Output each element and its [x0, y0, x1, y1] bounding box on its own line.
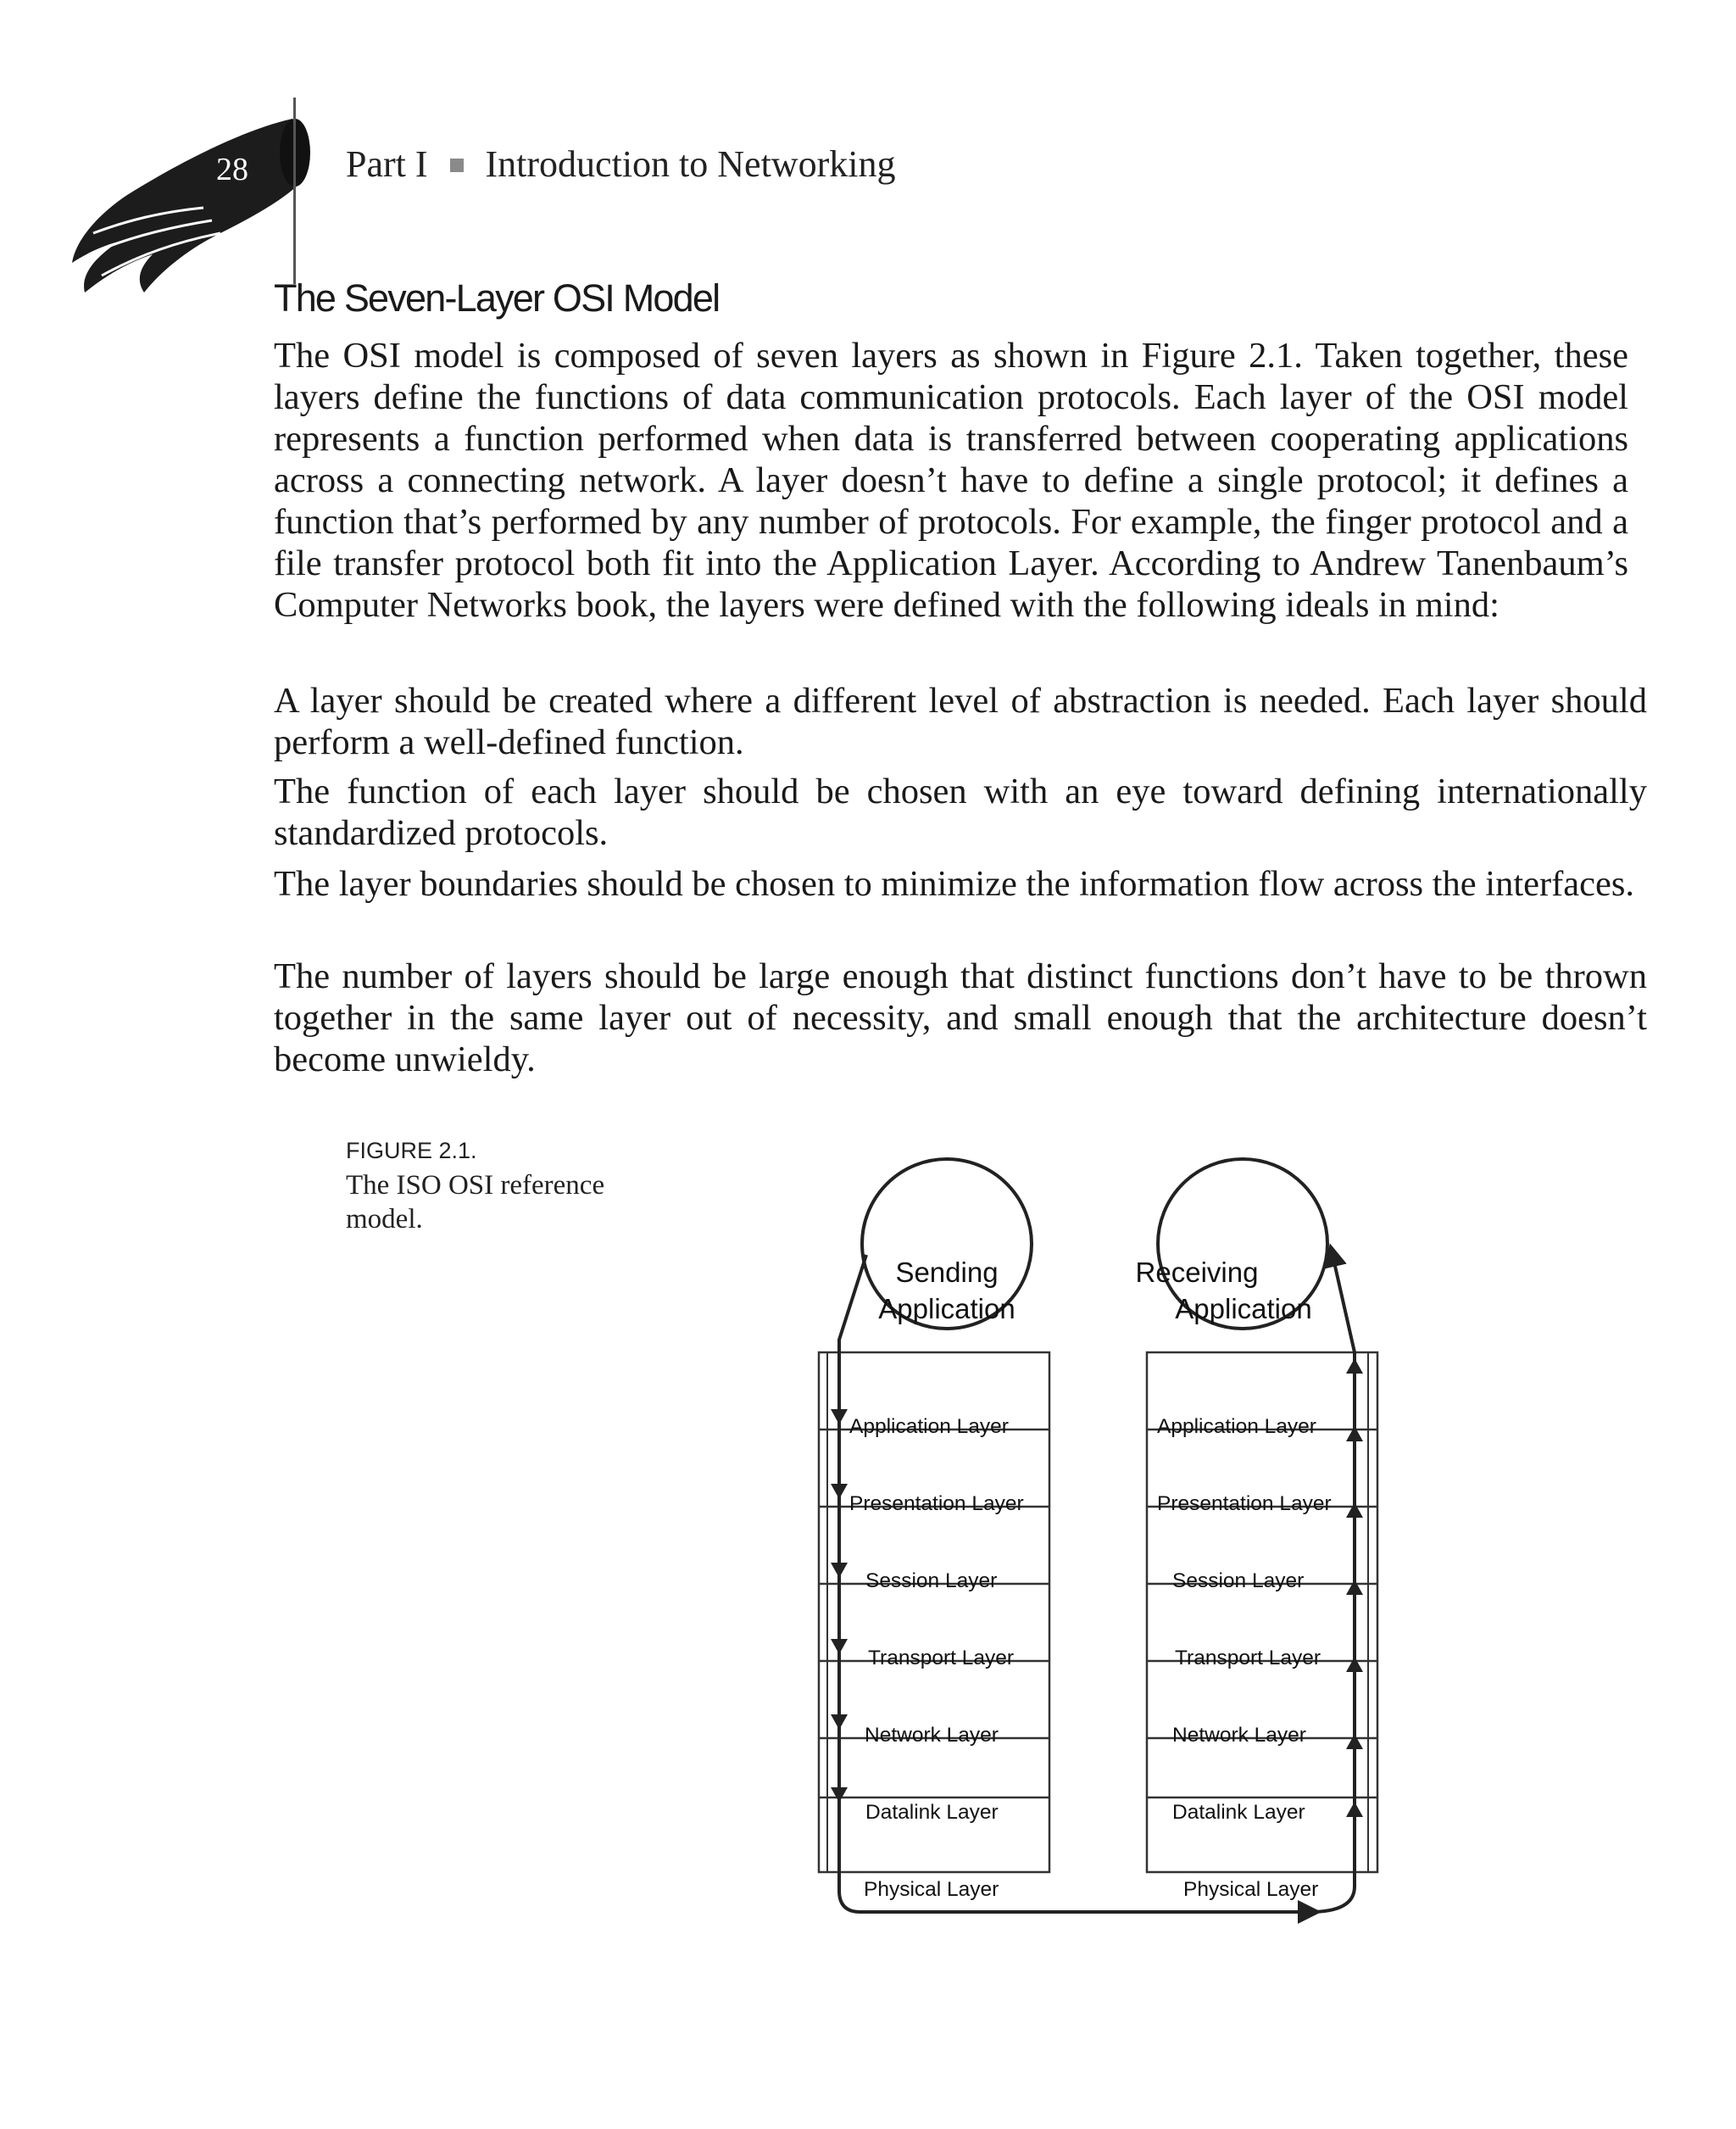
- receiving-application-line1: Receiving: [1135, 1257, 1259, 1288]
- receiving-application-layer: Application Layer: [1157, 1415, 1316, 1438]
- figure-label: FIGURE 2.1.: [346, 1138, 477, 1163]
- receiving-session-layer: Session Layer: [1172, 1569, 1305, 1592]
- part-title: Introduction to Networking: [485, 143, 896, 185]
- sending-physical-layer: Physical Layer: [864, 1878, 999, 1901]
- receiving-application-line2: Application: [1175, 1293, 1312, 1324]
- receiving-transport-layer: Transport Layer: [1175, 1647, 1321, 1669]
- receiving-up-arrows: [1346, 1358, 1363, 1817]
- page-number: 28: [216, 152, 248, 187]
- receiving-physical-layer: Physical Layer: [1183, 1878, 1319, 1901]
- sending-network-layer: Network Layer: [865, 1724, 999, 1747]
- receiving-datalink-layer: Datalink Layer: [1172, 1801, 1305, 1824]
- sending-datalink-layer: Datalink Layer: [865, 1801, 999, 1824]
- sending-presentation-layer: Presentation Layer: [849, 1492, 1024, 1515]
- figure-caption: The ISO OSI reference model.: [346, 1170, 605, 1234]
- ideal-item: The number of layers should be large enough that distinct functions don’t have to be thrown together in the same layer out of necessity, and small enough that the architecture doesn’t become unwieldy.: [274, 956, 1647, 1079]
- sending-application-line2: Application: [878, 1293, 1015, 1324]
- part-label: Part I: [346, 143, 428, 185]
- sending-application-line1: Sending: [895, 1257, 999, 1288]
- section-title: The Seven-Layer OSI Model: [274, 276, 720, 320]
- sending-session-layer: Session Layer: [865, 1569, 998, 1592]
- ideal-item: The layer boundaries should be chosen to minimize the information flow across the interfaces.: [274, 864, 1635, 904]
- sending-transport-layer: Transport Layer: [868, 1647, 1015, 1669]
- receiving-presentation-layer: Presentation Layer: [1157, 1492, 1332, 1515]
- sending-application-layer: Application Layer: [849, 1415, 1009, 1438]
- ideal-item: A layer should be created where a different level of abstraction is needed. Each layer should perform a well-defined function.: [274, 681, 1647, 762]
- receiving-network-layer: Network Layer: [1172, 1724, 1306, 1747]
- ideal-item: The function of each layer should be chosen with an eye toward defining internationally standardized protocols.: [274, 772, 1647, 853]
- intro-paragraph: The OSI model is composed of seven layers as shown in Figure 2.1. Taken together, these layers define the functions of data communication protocols. Each layer of the OSI model represents a function performed when data is transferred between cooperating applications across a connecting network. A layer doesn’t have to define a single protocol; it defines a function that’s performed by any number of protocols. For example, the finger protocol and a file transfer protocol both fit into the Application Layer. According to Andrew Tanenbaum’s Computer Networks book, the layers were defined with the following ideals in mind:: [274, 336, 1628, 625]
